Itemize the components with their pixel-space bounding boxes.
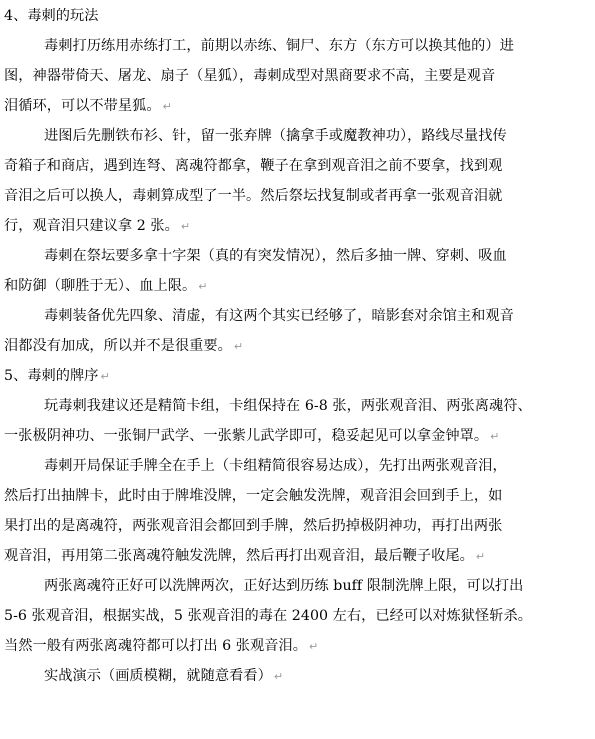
paragraph-line [4, 156, 595, 176]
line-text: 奇箱子和商店，遇到连弩、离魂符都拿，鞭子在拿到观音泪之前不要拿，找到观 [4, 158, 503, 174]
paragraph-line [4, 636, 595, 657]
line-text: 毒刺装备优先四象、清虚，有这两个其实已经够了，暗影套对余馆主和观音 [44, 308, 514, 324]
heading-text: 5、毒刺的牌序 [4, 368, 99, 384]
line-text: 一张极阴神功、一张铜尸武学、一张紫儿武学即可，稳妥起见可以拿金钟罩。 [4, 428, 489, 444]
line-text: 毒刺在祭坛要多拿十字架（真的有突发情况），然后多抽一牌、穿刺、吸血 [44, 248, 507, 264]
paragraph-mark-icon: ↵ [198, 280, 208, 293]
paragraph-mark-icon: ↵ [475, 550, 486, 563]
line-text: 毒刺开局保证手牌全在手上（卡组精简很容易达成），先打出两张观音泪， [44, 458, 507, 474]
paragraph-line [4, 426, 595, 447]
paragraph-line [4, 276, 595, 297]
paragraph-mark-icon: ↵ [180, 220, 191, 233]
paragraph-line [4, 486, 595, 506]
paragraph-line [4, 516, 595, 536]
paragraph-line [44, 576, 595, 596]
line-text: 实战演示（画质模糊，就随意看看） [44, 668, 272, 684]
section-heading [4, 6, 595, 26]
paragraph-line [4, 216, 595, 237]
paragraph-line [44, 396, 595, 416]
line-text: 两张离魂符正好可以洗牌两次，正好达到历练 buff 限制洗牌上限，可以打出 [44, 578, 524, 594]
paragraph-mark-icon: ↵ [162, 100, 172, 113]
paragraph-mark-icon: ↵ [490, 430, 500, 443]
line-text: 5-6 张观音泪，根据实战，5 张观音泪的毒在 2400 左右，已经可以对炼狱怪斩杀。 [4, 608, 532, 624]
heading-text: 4、毒刺的玩法 [4, 8, 99, 24]
line-text: 果打出的是离魂符，两张观音泪会都回到手牌，然后扔掉极阴神功，再打出两张 [4, 518, 503, 534]
line-text: 玩毒刺我建议还是精简卡组，卡组保持在 6-8 张，两张观音泪、两张离魂符、 [44, 398, 532, 414]
paragraph-line [4, 606, 595, 626]
section-heading [4, 366, 595, 387]
line-text: 图，神器带倚天、屠龙、扇子（星狐），毒刺成型对黑商要求不高，主要是观音 [4, 68, 496, 84]
paragraph-line [4, 66, 595, 86]
line-text: 音泪之后可以换人，毒刺算成型了一半。然后祭坛找复制或者再拿一张观音泪就 [4, 188, 503, 204]
paragraph-line [4, 96, 595, 117]
paragraph-line [44, 246, 595, 266]
line-text: 进图后先删铁布衫、针，留一张弃牌（擒拿手或魔教神功），路线尽量找传 [44, 128, 507, 144]
line-text: 然后打出抽牌卡，此时由于牌堆没牌，一定会触发洗牌，观音泪会回到手上，如 [4, 488, 503, 504]
line-text: 当然一般有两张离魂符都可以打出 6 张观音泪。 [4, 638, 307, 654]
line-text: 行，观音泪只建议拿 2 张。 [4, 218, 179, 234]
line-text: 泪循环，可以不带星狐。 [4, 98, 161, 114]
paragraph-line [44, 126, 595, 146]
paragraph-line [4, 186, 595, 206]
paragraph-mark-icon: ↵ [308, 640, 319, 653]
paragraph-line [44, 36, 595, 56]
paragraph-line [44, 306, 595, 326]
line-text: 泪都没有加成，所以并不是很重要。 [4, 338, 232, 354]
paragraph-mark-icon: ↵ [233, 340, 244, 353]
paragraph-mark-icon: ↵ [100, 370, 110, 383]
paragraph-line [44, 456, 595, 476]
paragraph-line [44, 666, 595, 687]
paragraph-line [4, 546, 595, 567]
paragraph-mark-icon: ↵ [273, 670, 284, 683]
paragraph-line [4, 336, 595, 357]
line-text: 观音泪，再用第二张离魂符触发洗牌，然后再打出观音泪，最后鞭子收尾。 [4, 548, 474, 564]
line-text: 和防御（聊胜于无）、血上限。 [4, 278, 197, 294]
line-text: 毒刺打历练用赤练打工，前期以赤练、铜尸、东方（东方可以换其他的）进 [44, 38, 514, 54]
